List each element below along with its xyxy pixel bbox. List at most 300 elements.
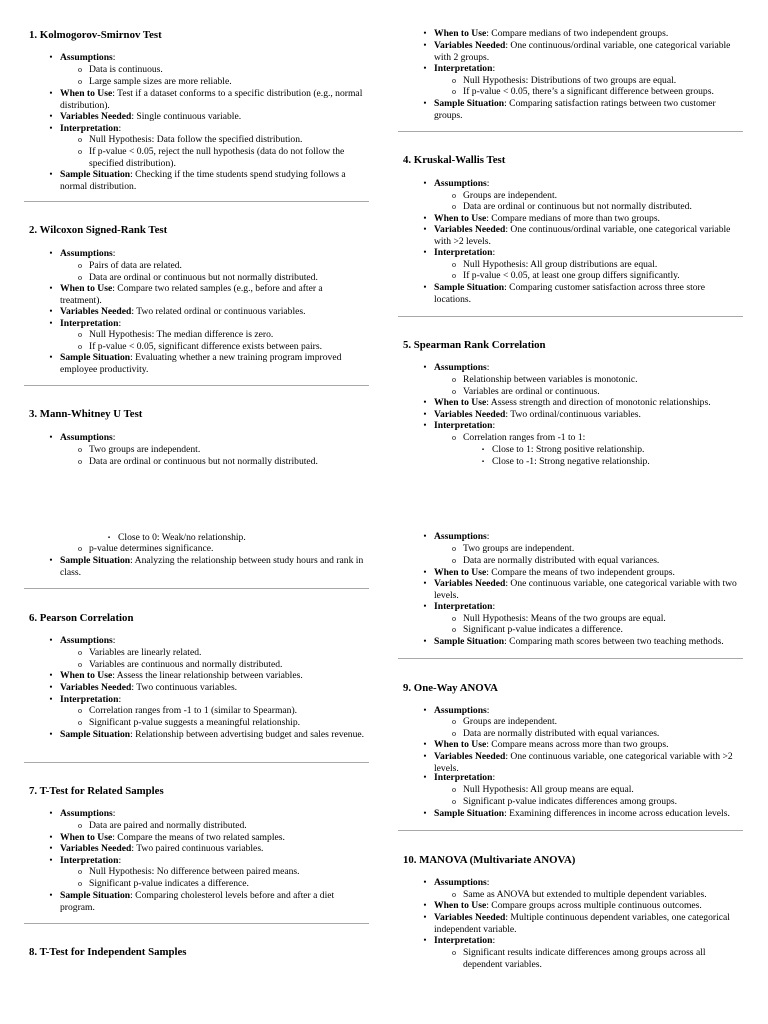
list-item-level-1 <box>423 247 739 259</box>
list-item-level-1 <box>49 890 365 913</box>
list-item-level-1 <box>423 420 739 432</box>
list-item-level-2 <box>78 260 365 272</box>
list-item-level-1 <box>423 98 739 121</box>
item-label-assumptions: Assumptions <box>60 635 113 646</box>
item-text: : <box>118 694 122 705</box>
item-label-variables-needed: Variables Needed <box>60 843 132 854</box>
bullet-icon: o <box>78 342 82 351</box>
list-item-level-1 <box>423 636 739 648</box>
bullet-icon: o <box>78 660 82 669</box>
bullet-icon: o <box>452 625 456 634</box>
bullet-icon: • <box>423 247 427 257</box>
list-item-level-1 <box>49 123 365 135</box>
item-text: : Compare the means of two related samples. <box>112 832 285 843</box>
section-divider <box>24 385 369 386</box>
list-item-level-2 <box>452 784 739 796</box>
item-text: : Compare two related samples (e.g., before and after a treatment). <box>60 283 323 306</box>
bullet-icon: o <box>452 717 456 726</box>
section-divider <box>398 316 743 317</box>
item-text: If p-value < 0.05, reject the null hypothesis (data do not follow the specified distribution). <box>89 146 345 169</box>
list-item-level-1 <box>49 729 365 741</box>
item-text: : Analyzing the relationship between study hours and rank in class. <box>60 555 364 578</box>
bullet-icon: • <box>423 900 427 910</box>
bullet-icon: o <box>78 147 82 156</box>
item-label-when-to-use: When to Use <box>60 283 113 294</box>
list-item-level-1 <box>423 751 739 774</box>
list-item-level-2 <box>452 259 739 271</box>
bullet-icon: • <box>49 432 53 442</box>
bullet-icon: o <box>452 556 456 565</box>
section-divider <box>24 923 369 924</box>
item-text: Null Hypothesis: Means of the two groups are equal. <box>463 613 666 624</box>
item-text: : <box>112 808 116 819</box>
item-text: : Comparing satisfaction ratings between two customer groups. <box>434 98 716 121</box>
item-label-variables-needed: Variables Needed <box>434 409 506 420</box>
bullet-icon: • <box>423 705 427 715</box>
item-text: Null Hypothesis: Data follow the specified distribution. <box>89 134 303 145</box>
item-text: p-value determines significance. <box>89 543 214 554</box>
bullet-icon: o <box>452 544 456 553</box>
bullet-icon: o <box>452 387 456 396</box>
item-label-when-to-use: When to Use <box>434 567 487 578</box>
bullet-icon: • <box>423 98 427 108</box>
bullet-icon: o <box>78 544 82 553</box>
item-label-assumptions: Assumptions <box>434 877 487 888</box>
item-text: : One continuous/ordinal variable, one categorical variable with >2 levels. <box>434 224 731 247</box>
bullet-icon: • <box>49 306 53 316</box>
list-item-level-2 <box>78 543 365 555</box>
bullet-icon: • <box>49 248 53 258</box>
list-item-level-1 <box>423 900 739 912</box>
item-text: Variables are linearly related. <box>89 647 202 658</box>
item-text: Data are normally distributed with equal variances. <box>463 728 660 739</box>
item-text: : Relationship between advertising budget and sales revenue. <box>130 729 365 740</box>
list-item-level-1 <box>423 772 739 784</box>
item-text: : <box>492 601 496 612</box>
list-item-level-1 <box>49 682 365 694</box>
section-divider <box>24 201 369 202</box>
item-label-assumptions: Assumptions <box>60 52 113 63</box>
item-label-interpretation: Interpretation <box>434 935 493 946</box>
item-label-sample-situation: Sample Situation <box>60 352 131 363</box>
item-text: : Evaluating whether a new training program improved employee productivity. <box>60 352 342 375</box>
item-text: Data are ordinal or continuous but not normally distributed. <box>463 201 692 212</box>
item-text: Close to -1: Strong negative relationship. <box>492 456 650 467</box>
item-label-sample-situation: Sample Situation <box>60 169 131 180</box>
item-label-sample-situation: Sample Situation <box>434 282 505 293</box>
section-divider <box>24 762 369 763</box>
item-label-interpretation: Interpretation <box>60 123 119 134</box>
list-item-level-2 <box>452 889 739 901</box>
item-label-interpretation: Interpretation <box>434 63 493 74</box>
bullet-icon: • <box>49 111 53 121</box>
item-text: Groups are independent. <box>463 716 558 727</box>
item-label-variables-needed: Variables Needed <box>60 306 132 317</box>
list-item-level-2 <box>78 705 365 717</box>
section-divider <box>24 588 369 589</box>
section-heading: 2. Wilcoxon Signed-Rank Test <box>29 224 168 236</box>
item-text: : Compare medians of two independent groups. <box>486 28 669 39</box>
item-text: Pairs of data are related. <box>89 260 182 271</box>
item-text: Correlation ranges from -1 to 1 (similar to Spearman). <box>89 705 298 716</box>
item-label-interpretation: Interpretation <box>434 420 493 431</box>
item-text: Null Hypothesis: The median difference is zero. <box>89 329 274 340</box>
item-text: : Compare medians of more than two groups. <box>486 213 660 224</box>
item-label-variables-needed: Variables Needed <box>434 751 506 762</box>
item-text: Null Hypothesis: No difference between paired means. <box>89 866 300 877</box>
item-label-when-to-use: When to Use <box>434 213 487 224</box>
item-label-sample-situation: Sample Situation <box>434 98 505 109</box>
bullet-icon: ▪ <box>481 459 485 465</box>
item-label-sample-situation: Sample Situation <box>60 890 131 901</box>
bullet-icon: • <box>49 843 53 853</box>
bullet-icon: • <box>423 601 427 611</box>
item-text: Data are normally distributed with equal variances. <box>463 555 660 566</box>
bullet-icon: • <box>49 808 53 818</box>
bullet-icon: • <box>423 28 427 38</box>
item-text: : <box>118 318 122 329</box>
bullet-icon: o <box>452 260 456 269</box>
list-item-level-2 <box>78 272 365 284</box>
list-item-level-2 <box>452 201 739 213</box>
bullet-icon: • <box>49 555 53 565</box>
item-label-when-to-use: When to Use <box>434 900 487 911</box>
list-item-level-2 <box>78 659 365 671</box>
list-item-level-2 <box>78 717 365 729</box>
item-text: Same as ANOVA but extended to multiple dependent variables. <box>463 889 707 900</box>
item-text: Significant p-value suggests a meaningful relationship. <box>89 717 301 728</box>
bullet-icon: • <box>423 751 427 761</box>
item-label-interpretation: Interpretation <box>60 694 119 705</box>
list-item-level-1 <box>49 52 365 64</box>
item-text: : <box>486 705 490 716</box>
item-text: : <box>118 855 122 866</box>
item-text: Significant p-value indicates a difference. <box>463 624 623 635</box>
right-column <box>398 0 743 1024</box>
item-text: : <box>492 772 496 783</box>
bullet-icon: o <box>452 614 456 623</box>
bullet-icon: o <box>78 330 82 339</box>
item-text: : <box>486 178 490 189</box>
list-item-level-3 <box>481 444 739 456</box>
item-label-variables-needed: Variables Needed <box>434 224 506 235</box>
list-item-level-2 <box>78 878 365 890</box>
bullet-icon: • <box>423 178 427 188</box>
item-text: : <box>486 531 490 542</box>
bullet-icon: • <box>49 832 53 842</box>
item-text: If p-value < 0.05, at least one group differs significantly. <box>463 270 680 281</box>
item-label-assumptions: Assumptions <box>60 808 113 819</box>
section-heading: 1. Kolmogorov-Smirnov Test <box>29 29 162 41</box>
list-item-level-2 <box>452 75 739 87</box>
bullet-icon: o <box>78 879 82 888</box>
list-item-level-1 <box>49 169 365 192</box>
bullet-icon: • <box>423 912 427 922</box>
bullet-icon: • <box>423 409 427 419</box>
item-text: : Two continuous variables. <box>131 682 238 693</box>
list-item-level-2 <box>452 374 739 386</box>
bullet-icon: • <box>423 636 427 646</box>
left-column <box>24 0 369 1024</box>
item-text: : Multiple continuous dependent variables, one categorical independent variable. <box>434 912 730 935</box>
bullet-icon: o <box>452 87 456 96</box>
list-item-level-1 <box>423 213 739 225</box>
section-heading: 6. Pearson Correlation <box>29 612 134 624</box>
list-item-level-2 <box>78 866 365 878</box>
bullet-icon: o <box>78 261 82 270</box>
bullet-icon: o <box>78 273 82 282</box>
list-item-level-1 <box>49 694 365 706</box>
item-text: Significant p-value indicates differences among groups. <box>463 796 678 807</box>
bullet-icon: • <box>49 635 53 645</box>
item-text: Large sample sizes are more reliable. <box>89 76 232 87</box>
bullet-icon: ▪ <box>107 535 111 541</box>
list-item-level-1 <box>423 28 739 40</box>
list-item-level-3 <box>481 456 739 468</box>
item-text: Data are paired and normally distributed. <box>89 820 247 831</box>
list-item-level-2 <box>78 456 365 468</box>
item-text: Groups are independent. <box>463 190 558 201</box>
item-text: : <box>492 247 496 258</box>
list-item-level-1 <box>423 397 739 409</box>
item-text: : <box>112 248 116 259</box>
list-item-level-1 <box>423 178 739 190</box>
item-text: : Assess the linear relationship between variables. <box>112 670 303 681</box>
bullet-icon: • <box>423 213 427 223</box>
bullet-icon: • <box>49 729 53 739</box>
item-text: Relationship between variables is monotonic. <box>463 374 638 385</box>
bullet-icon: o <box>78 445 82 454</box>
list-item-level-1 <box>49 808 365 820</box>
item-label-variables-needed: Variables Needed <box>434 912 506 923</box>
list-item-level-2 <box>78 134 365 146</box>
item-text: : Checking if the time students spend studying follows a normal distribution. <box>60 169 346 192</box>
item-text: : <box>112 635 116 646</box>
section-heading: 9. One-Way ANOVA <box>403 682 498 694</box>
item-text: Null Hypothesis: All group means are equal. <box>463 784 634 795</box>
bullet-icon: o <box>78 821 82 830</box>
list-item-level-1 <box>49 111 365 123</box>
item-text: If p-value < 0.05, significant difference exists between pairs. <box>89 341 323 352</box>
list-item-level-1 <box>423 877 739 889</box>
list-item-level-2 <box>78 329 365 341</box>
item-label-interpretation: Interpretation <box>434 601 493 612</box>
item-text: : <box>492 420 496 431</box>
list-item-level-3 <box>107 532 365 544</box>
bullet-icon: • <box>423 531 427 541</box>
item-text: : <box>112 52 116 63</box>
item-text: : <box>118 123 122 134</box>
item-label-assumptions: Assumptions <box>434 362 487 373</box>
list-item-level-1 <box>423 409 739 421</box>
bullet-icon: ▪ <box>481 447 485 453</box>
bullet-icon: • <box>423 397 427 407</box>
bullet-icon: • <box>423 420 427 430</box>
bullet-icon: • <box>423 63 427 73</box>
item-label-interpretation: Interpretation <box>434 247 493 258</box>
section-heading: 7. T-Test for Related Samples <box>29 785 164 797</box>
list-item-level-2 <box>452 432 739 444</box>
bullet-icon: o <box>78 457 82 466</box>
item-label-assumptions: Assumptions <box>434 178 487 189</box>
item-text: Data are ordinal or continuous but not normally distributed. <box>89 456 318 467</box>
list-item-level-1 <box>49 832 365 844</box>
item-text: : <box>486 362 490 373</box>
item-label-when-to-use: When to Use <box>434 28 487 39</box>
item-label-assumptions: Assumptions <box>60 248 113 259</box>
item-label-when-to-use: When to Use <box>60 670 113 681</box>
item-label-assumptions: Assumptions <box>434 531 487 542</box>
item-text: : Examining differences in income across education levels. <box>504 808 730 819</box>
section-heading: 3. Mann-Whitney U Test <box>29 408 143 420</box>
list-item-level-2 <box>452 86 739 98</box>
bullet-icon: o <box>452 797 456 806</box>
list-item-level-1 <box>49 248 365 260</box>
item-text: Null Hypothesis: Distributions of two groups are equal. <box>463 75 677 86</box>
bullet-icon: • <box>423 808 427 818</box>
section-divider <box>398 658 743 659</box>
bullet-icon: • <box>49 88 53 98</box>
item-label-assumptions: Assumptions <box>434 705 487 716</box>
bullet-icon: o <box>78 65 82 74</box>
bullet-icon: • <box>49 694 53 704</box>
list-item-level-1 <box>49 352 365 375</box>
bullet-icon: • <box>49 352 53 362</box>
bullet-icon: o <box>78 135 82 144</box>
list-item-level-1 <box>49 843 365 855</box>
list-item-level-1 <box>49 318 365 330</box>
list-item-level-1 <box>423 531 739 543</box>
item-text: Null Hypothesis: All group distributions are equal. <box>463 259 658 270</box>
item-text: : <box>492 63 496 74</box>
bullet-icon: o <box>452 729 456 738</box>
item-text: : Comparing math scores between two teaching methods. <box>504 636 724 647</box>
section-heading: 5. Spearman Rank Correlation <box>403 339 546 351</box>
list-item-level-2 <box>452 190 739 202</box>
item-text: Close to 0: Weak/no relationship. <box>118 532 246 543</box>
bullet-icon: • <box>423 362 427 372</box>
item-text: : Two paired continuous variables. <box>131 843 264 854</box>
item-text: : Compare means across more than two groups. <box>486 739 669 750</box>
bullet-icon: • <box>423 578 427 588</box>
list-item-level-2 <box>452 270 739 282</box>
bullet-icon: • <box>49 123 53 133</box>
list-item-level-1 <box>423 705 739 717</box>
bullet-icon: o <box>452 191 456 200</box>
list-item-level-2 <box>78 76 365 88</box>
item-text: : Two related ordinal or continuous variables. <box>131 306 306 317</box>
item-text: Data are ordinal or continuous but not normally distributed. <box>89 272 318 283</box>
list-item-level-1 <box>49 855 365 867</box>
section-heading: 10. MANOVA (Multivariate ANOVA) <box>403 854 576 866</box>
item-text: : Single continuous variable. <box>131 111 242 122</box>
list-item-level-1 <box>49 432 365 444</box>
bullet-icon: o <box>452 271 456 280</box>
item-text: : One continuous/ordinal variable, one categorical variable with 2 groups. <box>434 40 731 63</box>
list-item-level-1 <box>49 635 365 647</box>
list-item-level-1 <box>49 555 365 578</box>
bullet-icon: o <box>452 202 456 211</box>
item-label-variables-needed: Variables Needed <box>60 111 132 122</box>
item-label-variables-needed: Variables Needed <box>434 578 506 589</box>
bullet-icon: • <box>49 670 53 680</box>
bullet-icon: o <box>452 375 456 384</box>
list-item-level-1 <box>423 567 739 579</box>
item-text: : Two ordinal/continuous variables. <box>505 409 641 420</box>
item-text: Two groups are independent. <box>89 444 201 455</box>
item-text: Correlation ranges from -1 to 1: <box>463 432 586 443</box>
list-item-level-1 <box>423 935 739 947</box>
list-item-level-1 <box>423 362 739 374</box>
bullet-icon: • <box>423 739 427 749</box>
bullet-icon: • <box>49 52 53 62</box>
bullet-icon: • <box>49 855 53 865</box>
bullet-icon: o <box>452 785 456 794</box>
item-text: : Compare the means of two independent groups. <box>486 567 675 578</box>
item-text: Significant p-value indicates a difference. <box>89 878 249 889</box>
item-label-interpretation: Interpretation <box>434 772 493 783</box>
list-item-level-1 <box>423 224 739 247</box>
list-item-level-1 <box>423 601 739 613</box>
bullet-icon: • <box>49 890 53 900</box>
list-item-level-2 <box>78 647 365 659</box>
list-item-level-1 <box>423 578 739 601</box>
list-item-level-2 <box>452 624 739 636</box>
item-text: Two groups are independent. <box>463 543 575 554</box>
item-text: : Comparing customer satisfaction across three store locations. <box>434 282 705 305</box>
bullet-icon: • <box>423 40 427 50</box>
item-text: Data is continuous. <box>89 64 163 75</box>
item-label-interpretation: Interpretation <box>60 318 119 329</box>
list-item-level-1 <box>423 912 739 935</box>
list-item-level-1 <box>49 88 365 111</box>
list-item-level-2 <box>78 341 365 353</box>
bullet-icon: • <box>423 877 427 887</box>
bullet-icon: • <box>423 935 427 945</box>
item-text: Variables are continuous and normally distributed. <box>89 659 283 670</box>
item-label-interpretation: Interpretation <box>60 855 119 866</box>
section-divider <box>398 830 743 831</box>
item-text: Variables are ordinal or continuous. <box>463 386 600 397</box>
item-text: If p-value < 0.05, there’s a significant difference between groups. <box>463 86 714 97</box>
bullet-icon: • <box>423 567 427 577</box>
bullet-icon: • <box>423 772 427 782</box>
list-item-level-2 <box>452 555 739 567</box>
list-item-level-2 <box>78 444 365 456</box>
bullet-icon: o <box>78 648 82 657</box>
item-text: : Test if a dataset conforms to a specific distribution (e.g., normal distribution). <box>60 88 363 111</box>
item-label-sample-situation: Sample Situation <box>60 555 131 566</box>
bullet-icon: o <box>78 706 82 715</box>
list-item-level-1 <box>423 808 739 820</box>
list-item-level-1 <box>49 283 365 306</box>
item-text: : Comparing cholesterol levels before and after a diet program. <box>60 890 335 913</box>
item-label-variables-needed: Variables Needed <box>60 682 132 693</box>
bullet-icon: • <box>49 283 53 293</box>
item-text: : <box>486 877 490 888</box>
bullet-icon: o <box>452 890 456 899</box>
item-label-when-to-use: When to Use <box>434 739 487 750</box>
bullet-icon: o <box>78 77 82 86</box>
item-label-sample-situation: Sample Situation <box>434 636 505 647</box>
bullet-icon: o <box>452 433 456 442</box>
list-item-level-1 <box>423 739 739 751</box>
item-text: : Assess strength and direction of monotonic relationships. <box>486 397 711 408</box>
item-text: Close to 1: Strong positive relationship. <box>492 444 645 455</box>
bullet-icon: • <box>423 282 427 292</box>
item-label-when-to-use: When to Use <box>60 832 113 843</box>
bullet-icon: • <box>49 682 53 692</box>
